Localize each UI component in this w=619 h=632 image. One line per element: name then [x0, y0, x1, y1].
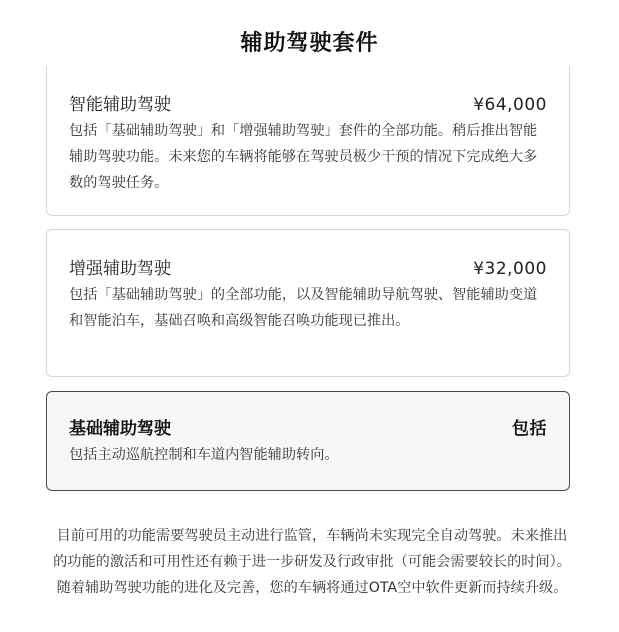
package-description: 包括「基础辅助驾驶」的全部功能，以及智能辅助导航驾驶、智能辅助变道和智能泊车，基础召唤和高级智能召唤功能现已推出。	[69, 287, 538, 329]
package-name: 增强辅助驾驶	[69, 259, 171, 279]
package-name: 智能辅助驾驶	[69, 95, 171, 115]
disclaimer-text: 目前可用的功能需要驾驶员主动进行监管，车辆尚未实现完全自动驾驶。未来推出的功能的激活和可用性还有赖于进一步研发及行政审批（可能会需要较长的时间）。随着辅助驾驶功能的进化及完善，您的车辆将通过OTA空中软件更新而持续升级。	[53, 528, 571, 596]
package-price: ¥64,000	[473, 95, 547, 115]
package-price: ¥32,000	[473, 259, 547, 279]
package-card-fsd[interactable]	[46, 66, 570, 216]
package-included-label: 包括	[512, 419, 547, 439]
package-name: 基础辅助驾驶	[69, 419, 171, 439]
package-card-eap[interactable]	[46, 229, 570, 377]
package-description: 包括主动巡航控制和车道内智能辅助转向。	[69, 447, 339, 463]
watermark-overlay	[275, 604, 363, 622]
package-header	[69, 414, 547, 438]
package-description: 包括「基础辅助驾驶」和「增强辅助驾驶」套件的全部功能。稍后推出智能辅助驾驶功能。未来您的车辆将能够在驾驶员极少干预的情况下完成绝大多数的驾驶任务。	[69, 123, 538, 191]
package-header	[69, 90, 547, 114]
package-header	[69, 254, 547, 278]
page-title: 辅助驾驶套件	[240, 31, 379, 56]
package-card-basic[interactable]	[46, 391, 570, 491]
